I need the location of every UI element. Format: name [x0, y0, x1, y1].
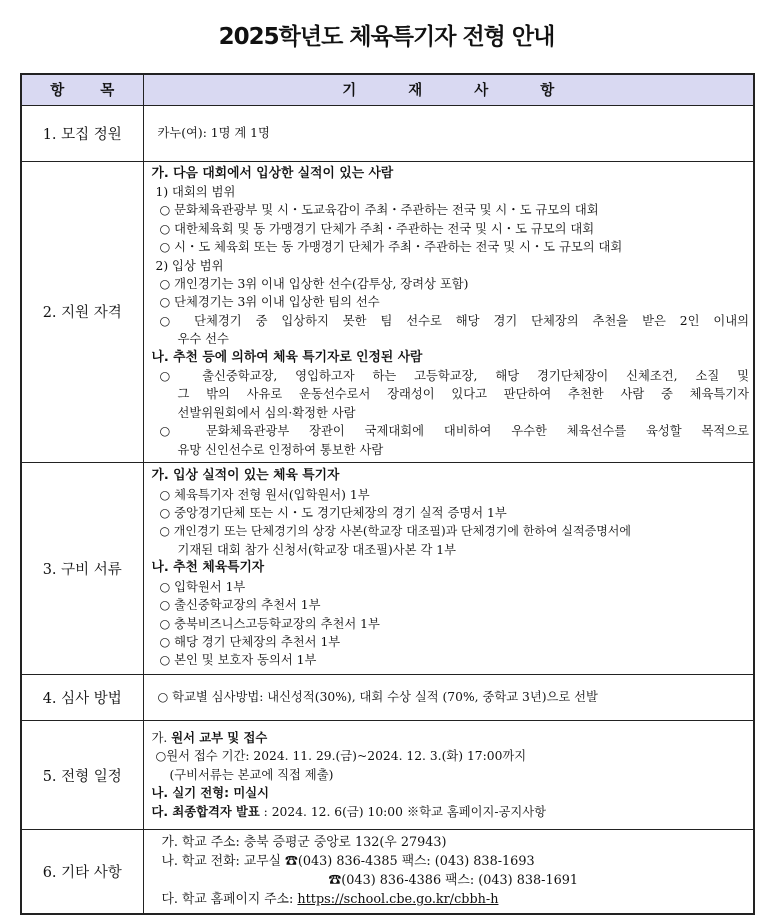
school-phone	[162, 852, 750, 871]
schedule-c	[152, 803, 750, 821]
row-content	[143, 830, 754, 914]
header-char: 항	[540, 82, 555, 100]
list-item: ○ 충북비즈니스고등학교장의 추천서 1부	[159, 616, 380, 631]
list-item: ○ 중앙경기단체 또는 시・도 경기단체장의 경기 실적 증명서 1부	[159, 506, 507, 521]
section-heading: 가. 입상 실적이 있는 체육 특기자	[151, 468, 340, 484]
row-content	[143, 675, 754, 721]
section-heading: 가. 다음 대회에서 입상한 실적이 있는 사람	[151, 165, 394, 181]
phone-line-2: ☎(043) 836-4386 팩스: (043) 838-1691	[328, 873, 579, 889]
list-item: ○ 문화체육관광부 장관이 국제대회에 대비하여 우수한 체육선수를 육성할 목적으로	[159, 424, 749, 439]
list-item: ○ 개인경기는 3위 이내 입상한 선수(감투상, 장려상 포함)	[159, 276, 469, 291]
list-item: ○ 입학원서 1부	[159, 579, 246, 594]
header-char: 기	[342, 82, 357, 100]
list-item: ○ 출신중학교장, 영입하고자 하는 고등학교장, 해당 경기단체장이 신체조건, 소질 및	[159, 368, 749, 383]
header-item-label	[50, 82, 114, 99]
row-label: 2. 지원 자격	[21, 161, 143, 463]
list-item: ○ 개인경기 또는 단체경기의 상장 사본(학교장 대조필)과 단체경기에 한하여 실적증명서에	[159, 524, 631, 539]
info-table	[20, 73, 755, 915]
list-item: ○ 단체경기 중 입상하지 못한 팀 선수로 해당 경기 단체장의 추천을 받은 2인 이내의	[159, 313, 749, 328]
table-row	[21, 463, 754, 675]
application-period: ○원서 접수 기간: 2024. 11. 29.(금)~2024. 12. 3.(화) 17:00까지	[155, 749, 527, 764]
table-header-row	[21, 74, 754, 105]
section-heading: 나. 추천 체육특기자	[151, 560, 265, 576]
school-phone-label: 나. 학교 전화: 교무실	[161, 854, 286, 870]
list-item: ○ 해당 경기 단체장의 추천서 1부	[159, 634, 341, 649]
list-item: ○ 출신중학교장의 추천서 1부	[159, 598, 321, 613]
list-item-continued: 기재된 대회 참가 신청서(학교장 대조필)사본 각 1부	[177, 542, 456, 557]
list-item-continued: 우수 선수	[177, 332, 229, 347]
row-content	[143, 463, 754, 675]
phone-line-1: ☎(043) 836-4385 팩스: (043) 838-1693	[285, 854, 535, 870]
header-char: 사	[474, 82, 489, 100]
row-content	[143, 721, 754, 830]
schedule-a-prefix: 가.	[151, 730, 172, 745]
screening-text: ○ 학교별 심사방법: 내신성적(30%), 대회 수상 실적 (70%, 중학교 3년)으로 선발	[157, 690, 598, 705]
page-title: 2025학년도 체육특기자 전형 안내	[218, 24, 555, 50]
table-row	[21, 675, 754, 721]
header-item	[21, 74, 143, 105]
website-label: 다. 학교 홈페이지 주소:	[161, 892, 298, 908]
header-content-label	[342, 82, 554, 99]
application-note: (구비서류는 본교에 직접 제출)	[169, 767, 334, 782]
list-item: ○ 체육특기자 전형 원서(입학원서) 1부	[159, 487, 370, 502]
row-content	[143, 105, 754, 161]
schedule-c-detail: : 2024. 12. 6(금) 10:00 ※학교 홈페이지-공지사항	[259, 804, 547, 819]
list-item: ○ 시・도 체육회 또는 동 가맹경기 단체가 주최・주관하는 전국 및 시・도 규모의 대회	[159, 240, 623, 255]
website-link[interactable]: https://school.cbe.go.kr/cbbh-h	[297, 892, 499, 908]
schedule-b: 나. 실기 전형: 미실시	[151, 786, 269, 801]
table-row	[21, 721, 754, 830]
row-label: 6. 기타 사항	[21, 830, 143, 914]
header-char: 목	[100, 82, 115, 100]
school-website	[162, 890, 750, 909]
schedule-a	[152, 729, 750, 747]
table-row	[21, 105, 754, 161]
row-label: 1. 모집 정원	[21, 105, 143, 161]
row-label: 4. 심사 방법	[21, 675, 143, 721]
list-item-continued: 선발위원회에서 심의·확정한 사람	[177, 405, 356, 420]
row-content	[143, 161, 754, 463]
table-row	[21, 161, 754, 463]
table-row	[21, 830, 754, 914]
row-label: 3. 구비 서류	[21, 463, 143, 675]
section-heading: 나. 추천 등에 의하여 체육 특기자로 인정된 사람	[151, 349, 423, 365]
schedule-c-heading: 다. 최종합격자 발표	[151, 804, 260, 819]
subheading: 1) 대회의 범위	[155, 184, 236, 199]
header-content	[143, 74, 754, 105]
subheading: 2) 입상 범위	[155, 258, 224, 273]
list-item: ○ 대한체육회 및 동 가맹경기 단체가 주최・주관하는 전국 및 시・도 규모의 대회	[159, 221, 595, 236]
list-item: ○ 본인 및 보호자 동의서 1부	[159, 653, 317, 668]
list-item: ○ 단체경기는 3위 이내 입상한 팀의 선수	[159, 295, 380, 310]
quota-text: 카누(여): 1명 계 1명	[157, 125, 270, 140]
list-item: ○ 문화체육관광부 및 시・도교육감이 주최・주관하는 전국 및 시・도 규모의 대회	[159, 203, 599, 218]
schedule-a-heading: 원서 교부 및 접수	[171, 730, 268, 745]
list-item-continued: 유망 신인선수로 인정하여 통보한 사람	[177, 442, 384, 457]
school-address: 가. 학교 주소: 충북 증평군 중앙로 132(우 27943)	[161, 835, 447, 851]
row-label: 5. 전형 일정	[21, 721, 143, 830]
list-item-continued: 그 밖의 사유로 운동선수로서 장래성이 있다고 판단하여 추천한 사람 중 체육특기자	[177, 387, 749, 402]
header-char: 항	[50, 82, 65, 100]
header-char: 재	[408, 82, 423, 100]
